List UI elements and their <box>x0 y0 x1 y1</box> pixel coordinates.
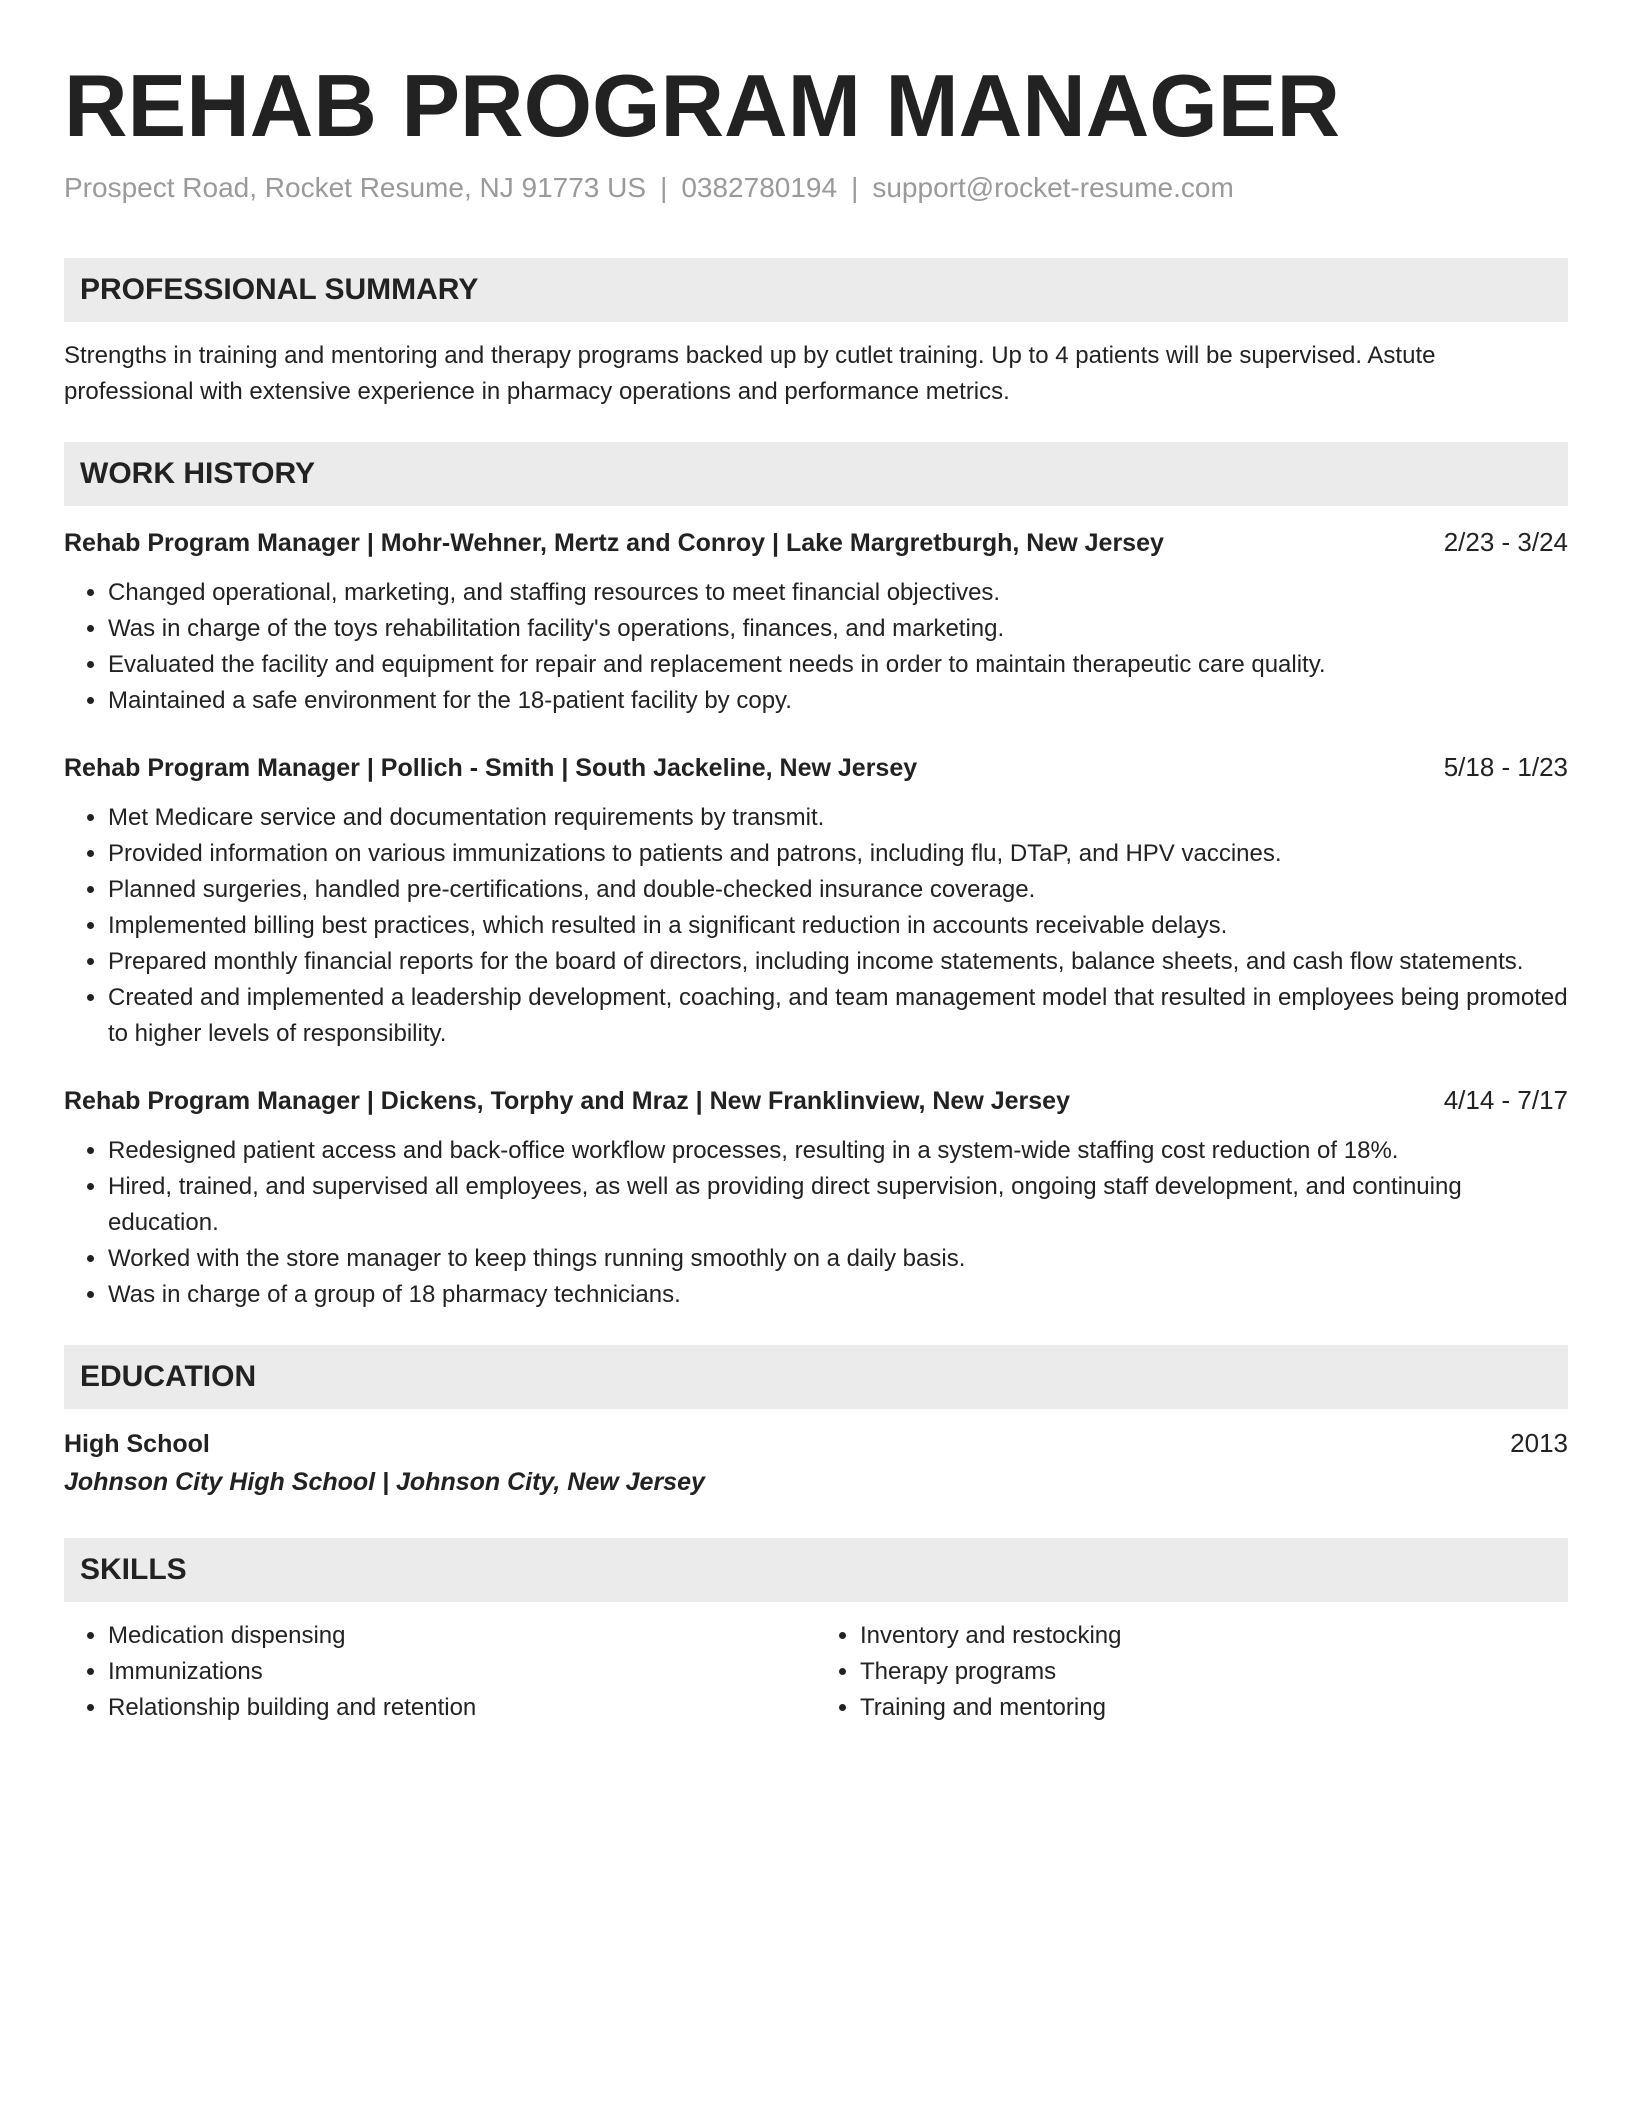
skills-column-right <box>816 1618 1568 1726</box>
job-bullet: • Met Medicare service and documentation requirements by transmit. <box>108 800 1568 836</box>
job-entry <box>64 1082 1568 1313</box>
contact-separator: | <box>660 172 668 203</box>
job-bullet: • Planned surgeries, handled pre-certifications, and double-checked insurance coverage. <box>108 872 1568 908</box>
job-bullet: • Was in charge of a group of 18 pharmacy technicians. <box>108 1277 1568 1313</box>
job-bullet: • Worked with the store manager to keep things running smoothly on a daily basis. <box>108 1241 1568 1277</box>
job-title: Rehab Program Manager | Dickens, Torphy and Mraz | New Franklinview, New Jersey <box>64 1087 1070 1115</box>
contact-separator: | <box>851 172 859 203</box>
job-bullet: • Created and implemented a leadership development, coaching, and team management model that resulted in employees being promoted to higher levels of responsibility. <box>108 980 1568 1052</box>
job-bullets <box>64 1133 1568 1313</box>
section-header-summary: PROFESSIONAL SUMMARY <box>64 258 1568 322</box>
section-header-work-history: WORK HISTORY <box>64 442 1568 506</box>
skill-item: • Therapy programs <box>860 1654 1568 1690</box>
job-bullet: • Evaluated the facility and equipment for repair and replacement needs in order to maintain therapeutic care quality. <box>108 647 1568 683</box>
job-dates: 2/23 - 3/24 <box>1443 527 1568 557</box>
job-bullet: • Was in charge of the toys rehabilitation facility's operations, finances, and marketing. <box>108 611 1568 647</box>
section-header-education: EDUCATION <box>64 1345 1568 1409</box>
job-title: Rehab Program Manager | Mohr-Wehner, Mertz and Conroy | Lake Margretburgh, New Jersey <box>64 529 1164 557</box>
job-header <box>64 749 1568 786</box>
skill-item: • Immunizations <box>108 1654 816 1690</box>
job-entry <box>64 749 1568 1052</box>
job-bullets <box>64 575 1568 719</box>
job-header <box>64 1082 1568 1119</box>
skills-column-left <box>64 1618 816 1726</box>
candidate-name: REHAB PROGRAM MANAGER <box>64 56 1340 155</box>
contact-line <box>64 170 1568 206</box>
education-school: Johnson City High School | Johnson City, New Jersey <box>64 1468 705 1496</box>
education-entry <box>64 1425 1568 1462</box>
skill-item: • Relationship building and retention <box>108 1690 816 1726</box>
job-bullet: • Provided information on various immunizations to patients and patrons, including flu, DTaP, and HPV vaccines. <box>108 836 1568 872</box>
education-year: 2013 <box>1510 1428 1568 1458</box>
job-bullets <box>64 800 1568 1052</box>
job-entry <box>64 524 1568 719</box>
job-bullet: • Redesigned patient access and back-office workflow processes, resulting in a system-wide staffing cost reduction of 18%. <box>108 1133 1568 1169</box>
job-dates: 5/18 - 1/23 <box>1443 752 1568 782</box>
contact-email: support@rocket-resume.com <box>872 172 1234 203</box>
skill-item: • Training and mentoring <box>860 1690 1568 1726</box>
contact-phone: 0382780194 <box>681 172 838 203</box>
job-bullet: • Hired, trained, and supervised all employees, as well as providing direct supervision, ongoing staff development, and continuing education. <box>108 1169 1568 1241</box>
section-header-skills: SKILLS <box>64 1538 1568 1602</box>
contact-address: Prospect Road, Rocket Resume, NJ 91773 US <box>64 172 647 203</box>
job-bullet: • Changed operational, marketing, and staffing resources to meet financial objectives. <box>108 575 1568 611</box>
job-bullet: • Prepared monthly financial reports for the board of directors, including income statements, balance sheets, and cash flow statements. <box>108 944 1568 980</box>
education-degree: High School <box>64 1430 210 1458</box>
job-dates: 4/14 - 7/17 <box>1443 1085 1568 1115</box>
job-header <box>64 524 1568 561</box>
job-title: Rehab Program Manager | Pollich - Smith | South Jackeline, New Jersey <box>64 754 918 782</box>
job-bullet: • Maintained a safe environment for the 18-patient facility by copy. <box>108 683 1568 719</box>
skill-item: • Medication dispensing <box>108 1618 816 1654</box>
job-bullet: • Implemented billing best practices, which resulted in a significant reduction in accounts receivable delays. <box>108 908 1568 944</box>
skill-item: • Inventory and restocking <box>860 1618 1568 1654</box>
summary-text: Strengths in training and mentoring and therapy programs backed up by cutlet training. Up to 4 patients will be supervised. Astute professional with extensive experience in pharmacy operations and performance metrics. <box>64 342 1436 405</box>
skills-list <box>64 1618 1568 1726</box>
